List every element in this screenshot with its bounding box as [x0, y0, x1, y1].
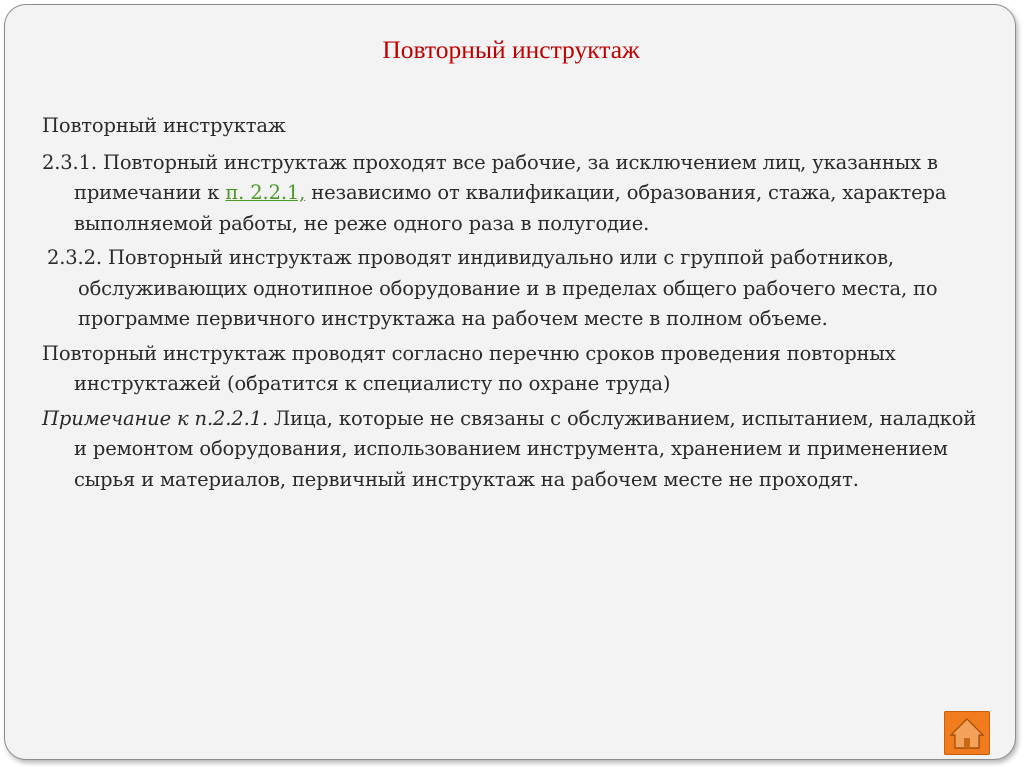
- paragraph-2-3-1: [42, 148, 992, 240]
- section-heading: Повторный инструктаж: [42, 114, 286, 137]
- slide-body: [42, 111, 992, 499]
- paragraph-2-3-1-text-end: независимо от квалификации, образования, стажа, характера выполняемой работы, не реже одного раза в полугодие.: [74, 181, 947, 235]
- slide: [4, 4, 1016, 760]
- paragraph-2-3-2: 2.3.2. Повторный инструктаж проводят индивидуально или с группой работников, обслуживающих однотипное оборудование и в пределах общего рабочего места, по программе первичного инструктажа на рабочем месте в полном объеме.: [47, 246, 938, 330]
- home-button[interactable]: [944, 711, 990, 755]
- reference-link-2-2-1[interactable]: п. 2.2.1,: [225, 181, 306, 204]
- note-label: Примечание к п.2.2.1.: [42, 406, 268, 430]
- home-icon: [944, 711, 990, 755]
- paragraph-2-3-1-text-start: 2.3.1. Повторный инструктаж проходят все рабочие, за исключением лиц, указанных в примечании к: [42, 150, 938, 204]
- slide-title: Повторный инструктаж: [382, 35, 640, 64]
- note-paragraph: [42, 404, 992, 496]
- note-text: Лица, которые не связаны с обслуживанием, испытанием, наладкой и ремонтом оборудования, использованием инструмента, хранением и применением сырья и материалов, первичный инструктаж на рабочем месте не проходят.: [74, 406, 977, 491]
- paragraph-schedule: Повторный инструктаж проводят согласно перечню сроков проведения повторных инструктажей (обратится к специалисту по охране труда): [42, 341, 896, 395]
